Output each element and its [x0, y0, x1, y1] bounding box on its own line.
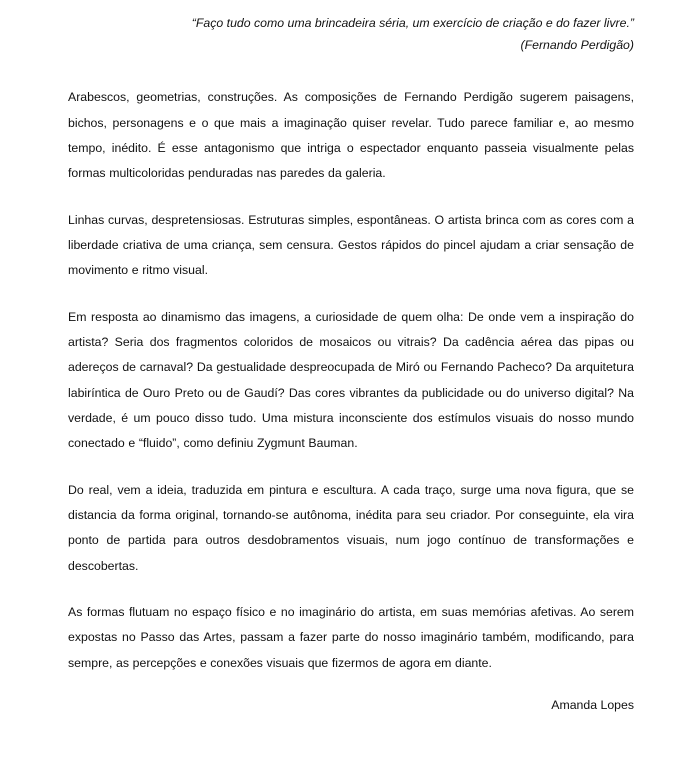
epigraph-quote: “Faço tudo como uma brincadeira séria, um exercício de criação e do fazer livre.” [191, 16, 634, 30]
paragraph: Linhas curvas, despretensiosas. Estruturas simples, espontâneas. O artista brinca com as cores com a liberdade criativa de uma criança, sem censura. Gestos rápidos do pincel ajudam a criar sensação de movimento e ritmo visual. [68, 212, 634, 278]
epigraph-attribution: (Fernando Perdigão) [520, 37, 634, 52]
paragraph: Arabescos, geometrias, construções. As composições de Fernando Perdigão sugerem paisagens, bichos, personagens e o que mais a imaginação quiser revelar. Tudo parece familiar e, ao mesmo tempo, inédito. É esse antagonismo que intriga o espectador enquanto passeia visualmente pelas formas multicoloridas penduradas nas paredes da galeria. [68, 90, 634, 181]
paragraph: Do real, vem a ideia, traduzida em pintura e escultura. A cada traço, surge uma nova figura, que se distancia da forma original, tornando-se autônoma, inédita para seu criador. Por conseguinte, ela vira ponto de partida para outros desdobramentos visuais, num jogo contínuo de transformações e descobertas. [68, 482, 634, 573]
paragraph: Em resposta ao dinamismo das imagens, a curiosidade de quem olha: De onde vem a inspiração do artista? Seria dos fragmentos coloridos de mosaicos ou vitrais? Da cadência aérea das pipas ou adereços de carnaval? Da gestualidade despreocupada de Miró ou Fernando Pacheco? Da arquitetura labiríntica de Ouro Preto ou de Gaudí? Das cores vibrantes da publicidade ou do universo digital? Na verdade, é um pouco disso tudo. Uma mistura inconsciente dos estímulos visuais do nosso mundo conectado e “fluido”, como definiu Zygmunt Bauman. [68, 309, 634, 451]
document-body [68, 85, 634, 676]
paragraph: As formas flutuam no espaço físico e no imaginário do artista, em suas memórias afetivas. Ao serem expostas no Passo das Artes, passam a fazer parte do nosso imaginário também, modificando, para sempre, as percepções e conexões visuais que fizermos de agora em diante. [68, 604, 634, 670]
author-signature: Amanda Lopes [551, 697, 634, 712]
